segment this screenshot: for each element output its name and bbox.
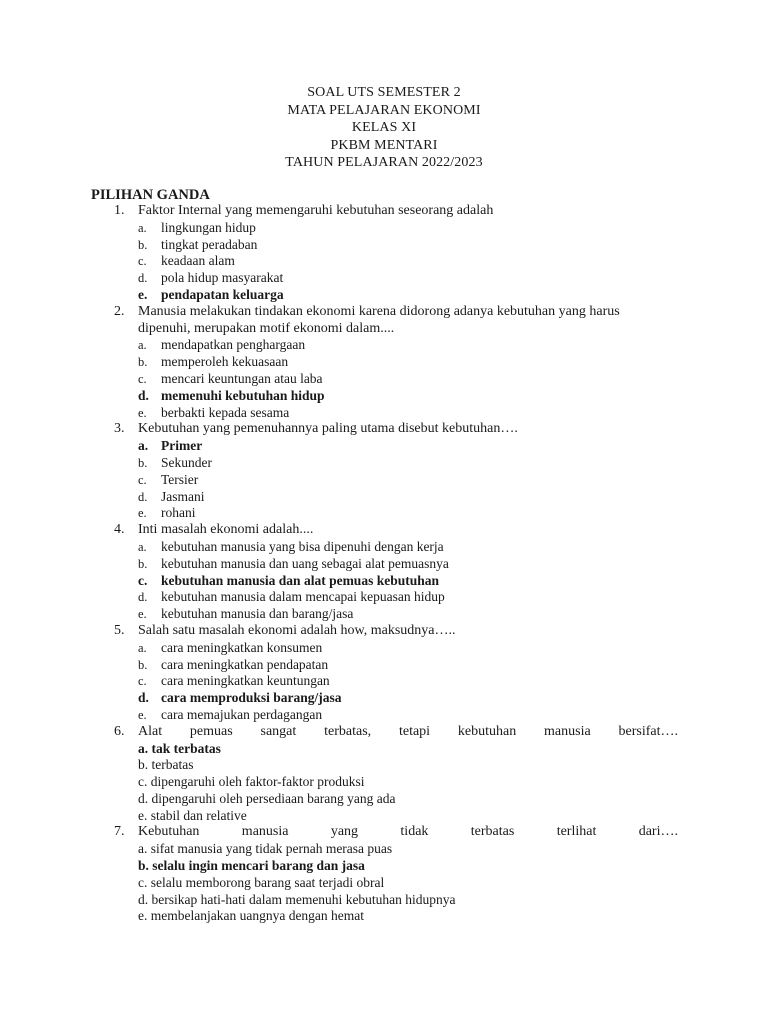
option-text: memperoleh kekuasaan — [161, 354, 289, 370]
option-letter: c. — [138, 674, 147, 689]
option-text: keadaan alam — [161, 253, 235, 269]
answer-option — [0, 270, 768, 287]
answer-option-correct — [0, 741, 768, 758]
answer-option — [0, 892, 768, 909]
answer-option — [0, 405, 768, 422]
answer-option-correct — [0, 858, 768, 875]
option-text: tingkat peradaban — [161, 236, 258, 252]
option-text: kebutuhan manusia dan uang sebagai alat pemuasnya — [161, 555, 449, 571]
option-letter: e. — [138, 506, 147, 521]
option-text: kebutuhan manusia yang bisa dipenuhi dengan kerja — [161, 538, 444, 554]
option-text: e. membelanjakan uangnya dengan hemat — [138, 908, 365, 924]
option-letter: b. — [138, 355, 148, 370]
answer-option — [0, 908, 768, 925]
question-item — [0, 304, 768, 422]
option-letter: d. — [138, 271, 148, 286]
option-text: c. selalu memborong barang saat terjadi obral — [138, 874, 385, 890]
section-title: PILIHAN GANDA — [91, 187, 210, 203]
option-text: a. tak terbatas — [138, 740, 221, 756]
question-row — [0, 724, 768, 741]
question-item — [0, 623, 768, 724]
header-title: SOAL UTS SEMESTER 2 — [307, 85, 461, 100]
question-item — [0, 522, 768, 623]
option-letter: b. — [138, 556, 148, 571]
option-text: memenuhi kebutuhan hidup — [161, 387, 325, 403]
option-letter: d. — [138, 489, 148, 504]
answer-option — [0, 791, 768, 808]
option-letter: e. — [138, 286, 148, 302]
question-row — [0, 304, 768, 321]
option-letter: e. — [138, 707, 147, 722]
answer-option — [0, 354, 768, 371]
question-row — [0, 421, 768, 438]
question-list — [0, 203, 768, 925]
question-text: Faktor Internal yang memengaruhi kebutuhan seseorang adalah — [138, 203, 494, 218]
header-school: PKBM MENTARI — [330, 137, 438, 153]
option-letter: c. — [138, 254, 147, 269]
question-item — [0, 724, 768, 825]
option-letter: a. — [138, 220, 147, 235]
question-item — [0, 203, 768, 304]
option-text: cara memajukan perdagangan — [161, 706, 323, 722]
answer-option — [0, 841, 768, 858]
answer-option — [0, 539, 768, 556]
answer-option — [0, 707, 768, 724]
exam-header — [0, 84, 768, 172]
option-text: b. terbatas — [138, 757, 194, 773]
option-text: a. sifat manusia yang tidak pernah merasa puas — [138, 841, 393, 857]
question-row — [0, 522, 768, 539]
question-number: 3. — [114, 421, 125, 437]
question-text: Kebutuhan yang pemenuhannya paling utama disebut kebutuhan…. — [138, 421, 518, 437]
option-letter: c. — [138, 371, 147, 386]
option-text: Sekunder — [161, 454, 212, 470]
option-letter: a. — [138, 640, 147, 655]
option-text: cara meningkatkan keuntungan — [161, 673, 330, 689]
question-item — [0, 421, 768, 522]
answer-option — [0, 673, 768, 690]
answer-option — [0, 757, 768, 774]
question-text: Inti masalah ekonomi adalah.... — [138, 522, 314, 538]
option-letter: b. — [138, 657, 148, 672]
answer-option — [0, 253, 768, 270]
question-row — [0, 824, 768, 841]
option-text: rohani — [161, 505, 196, 521]
option-text: kebutuhan manusia dan alat pemuas kebutuhan — [161, 572, 439, 588]
answer-option — [0, 472, 768, 489]
answer-option — [0, 371, 768, 388]
answer-option — [0, 589, 768, 606]
answer-option — [0, 505, 768, 522]
question-text: Kebutuhan manusia yang tidak terbatas terlihat dari…. — [138, 824, 678, 840]
option-letter: c. — [138, 572, 148, 588]
option-text: Primer — [161, 438, 203, 454]
option-text: berbakti kepada sesama — [161, 404, 290, 420]
question-text: Salah satu masalah ekonomi adalah how, maksudnya….. — [138, 622, 456, 638]
question-number: 5. — [114, 622, 125, 638]
option-text: Jasmani — [161, 488, 205, 504]
header-year: TAHUN PELAJARAN 2022/2023 — [285, 155, 483, 170]
question-row — [0, 203, 768, 220]
question-number: 6. — [114, 723, 125, 739]
answer-option — [0, 220, 768, 237]
option-text: pendapatan keluarga — [161, 286, 284, 302]
answer-option — [0, 556, 768, 573]
option-text: cara meningkatkan pendapatan — [161, 656, 329, 672]
header-subject: MATA PELAJARAN EKONOMI — [287, 102, 481, 118]
answer-option — [0, 875, 768, 892]
question-text: Manusia melakukan tindakan ekonomi karena didorong adanya kebutuhan yang harus — [138, 303, 620, 319]
option-letter: d. — [138, 690, 149, 706]
answer-option — [0, 455, 768, 472]
option-text: pola hidup masyarakat — [161, 270, 284, 286]
option-letter: e. — [138, 607, 147, 622]
question-number: 2. — [114, 303, 125, 319]
option-letter: a. — [138, 539, 147, 554]
option-letter: d. — [138, 387, 149, 403]
answer-option — [0, 657, 768, 674]
option-text: mendapatkan penghargaan — [161, 337, 306, 353]
option-letter: a. — [138, 438, 149, 454]
option-text: cara memproduksi barang/jasa — [161, 690, 342, 706]
question-row — [0, 623, 768, 640]
question-number: 1. — [114, 203, 125, 218]
answer-option — [0, 337, 768, 354]
answer-option-correct — [0, 573, 768, 590]
option-text: d. bersikap hati-hati dalam memenuhi kebutuhan hidupnya — [138, 891, 456, 907]
option-letter: d. — [138, 590, 148, 605]
option-text: cara meningkatkan konsumen — [161, 639, 323, 655]
option-letter: b. — [138, 455, 148, 470]
question-item — [0, 824, 768, 925]
answer-option — [0, 237, 768, 254]
option-text: kebutuhan manusia dalam mencapai kepuasan hidup — [161, 589, 445, 605]
option-text: mencari keuntungan atau laba — [161, 370, 323, 386]
answer-option — [0, 489, 768, 506]
answer-option-correct — [0, 388, 768, 405]
option-text: c. dipengaruhi oleh faktor-faktor produksi — [138, 774, 365, 790]
answer-option-correct — [0, 690, 768, 707]
answer-option — [0, 640, 768, 657]
answer-option — [0, 808, 768, 825]
question-row — [0, 321, 768, 338]
question-text: Alat pemuas sangat terbatas, tetapi kebutuhan manusia bersifat…. — [138, 723, 678, 739]
option-letter: e. — [138, 405, 147, 420]
option-letter: c. — [138, 472, 147, 487]
question-text: dipenuhi, merupakan motif ekonomi dalam.... — [138, 320, 395, 336]
option-text: lingkungan hidup — [161, 219, 256, 235]
option-letter: b. — [138, 237, 148, 252]
option-text: Tersier — [161, 471, 199, 487]
option-text: kebutuhan manusia dan barang/jasa — [161, 606, 354, 622]
question-number: 4. — [114, 522, 125, 538]
header-class: KELAS XI — [351, 120, 417, 135]
option-text: b. selalu ingin mencari barang dan jasa — [138, 858, 365, 874]
option-text: e. stabil dan relative — [138, 807, 247, 823]
answer-option — [0, 606, 768, 623]
option-letter: a. — [138, 338, 147, 353]
question-number: 7. — [114, 824, 125, 840]
answer-option — [0, 774, 768, 791]
answer-option-correct — [0, 438, 768, 455]
option-text: d. dipengaruhi oleh persediaan barang yang ada — [138, 790, 396, 806]
answer-option-correct — [0, 287, 768, 304]
